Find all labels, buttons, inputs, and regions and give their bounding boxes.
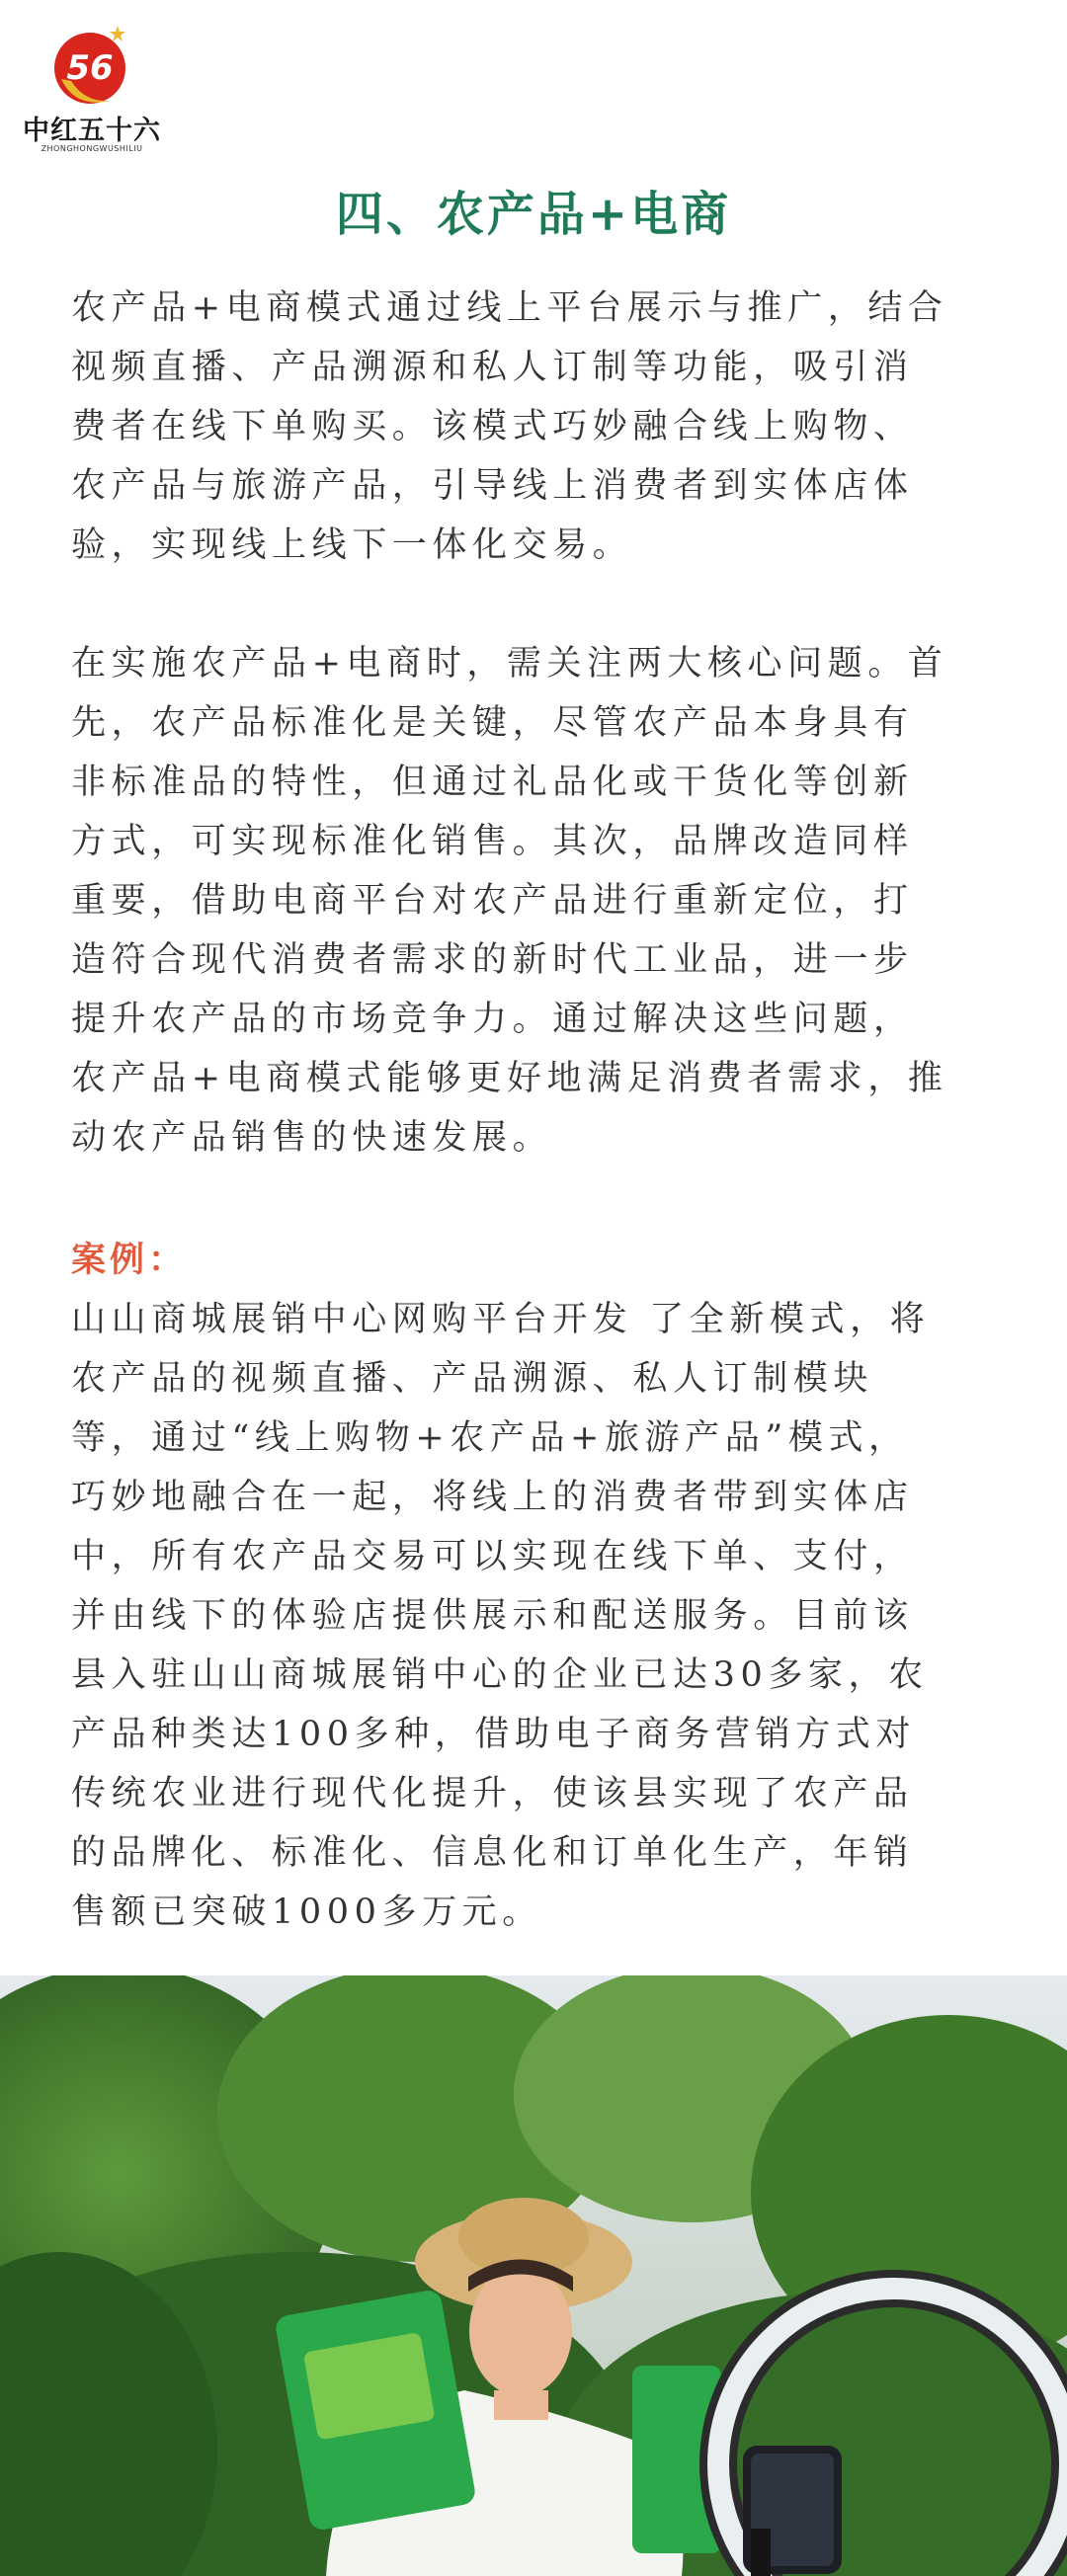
logo-number: 56	[66, 48, 114, 88]
case-label: 案例：	[71, 1240, 188, 1280]
phone-icon	[743, 2446, 842, 2576]
logo-name: 中红五十六	[23, 116, 161, 146]
case-text: 山山商城展销中心网购平台开发 了全新模式，将 农产品的视频直播、产品溯源、私人订制模块 等，通过“线上购物+农产品+旅游产品”模式， 巧妙地融合在一起，将线上的消费者带到实体店 中，所有农产品交易可以实现在线下单、支付， 并由线下的体验店提供展示和配送服务。目前该 县入驻山山商城展销中心的企业已达30多家，农 产品种类达100多种，借助电子商务营销方式对 传统农业进行现代化提升，使该县实现了农产品 的品牌化、标准化、信息化和订单化生产，年销 售额已突破1000多万元。	[71, 1300, 931, 1932]
livestream-photo	[0, 1975, 1067, 2576]
paragraph-core-issues: 在实施农产品+电商时，需关注两大核心问题。首 先，农产品标准化是关键，尽管农产品本身具有 非标准品的特性，但通过礼品化或干货化等创新 方式，可实现标准化销售。其次，品牌改造同样 重要，借助电商平台对农产品进行重新定位，打 造符合现代消费者需求的新时代工业品，进一步 提升农产品的市场竞争力。通过解决这些问题， 农产品+电商模式能够更好地满足消费者需求，推 动农产品销售的快速发展。	[71, 644, 948, 1158]
logo-pinyin: ZHONGHONGWUSHILIU	[41, 144, 143, 153]
logo	[18, 22, 166, 153]
section-title: 四、农产品+电商	[335, 187, 732, 242]
paragraph-intro: 农产品+电商模式通过线上平台展示与推广，结合 视频直播、产品溯源和私人订制等功能，吸引消 费者在线下单购买。该模式巧妙融合线上购物、 农产品与旅游产品，引导线上消费者到实体店体 验，实现线上线下一体化交易。	[71, 288, 948, 565]
logo-emblem-icon	[45, 22, 134, 111]
